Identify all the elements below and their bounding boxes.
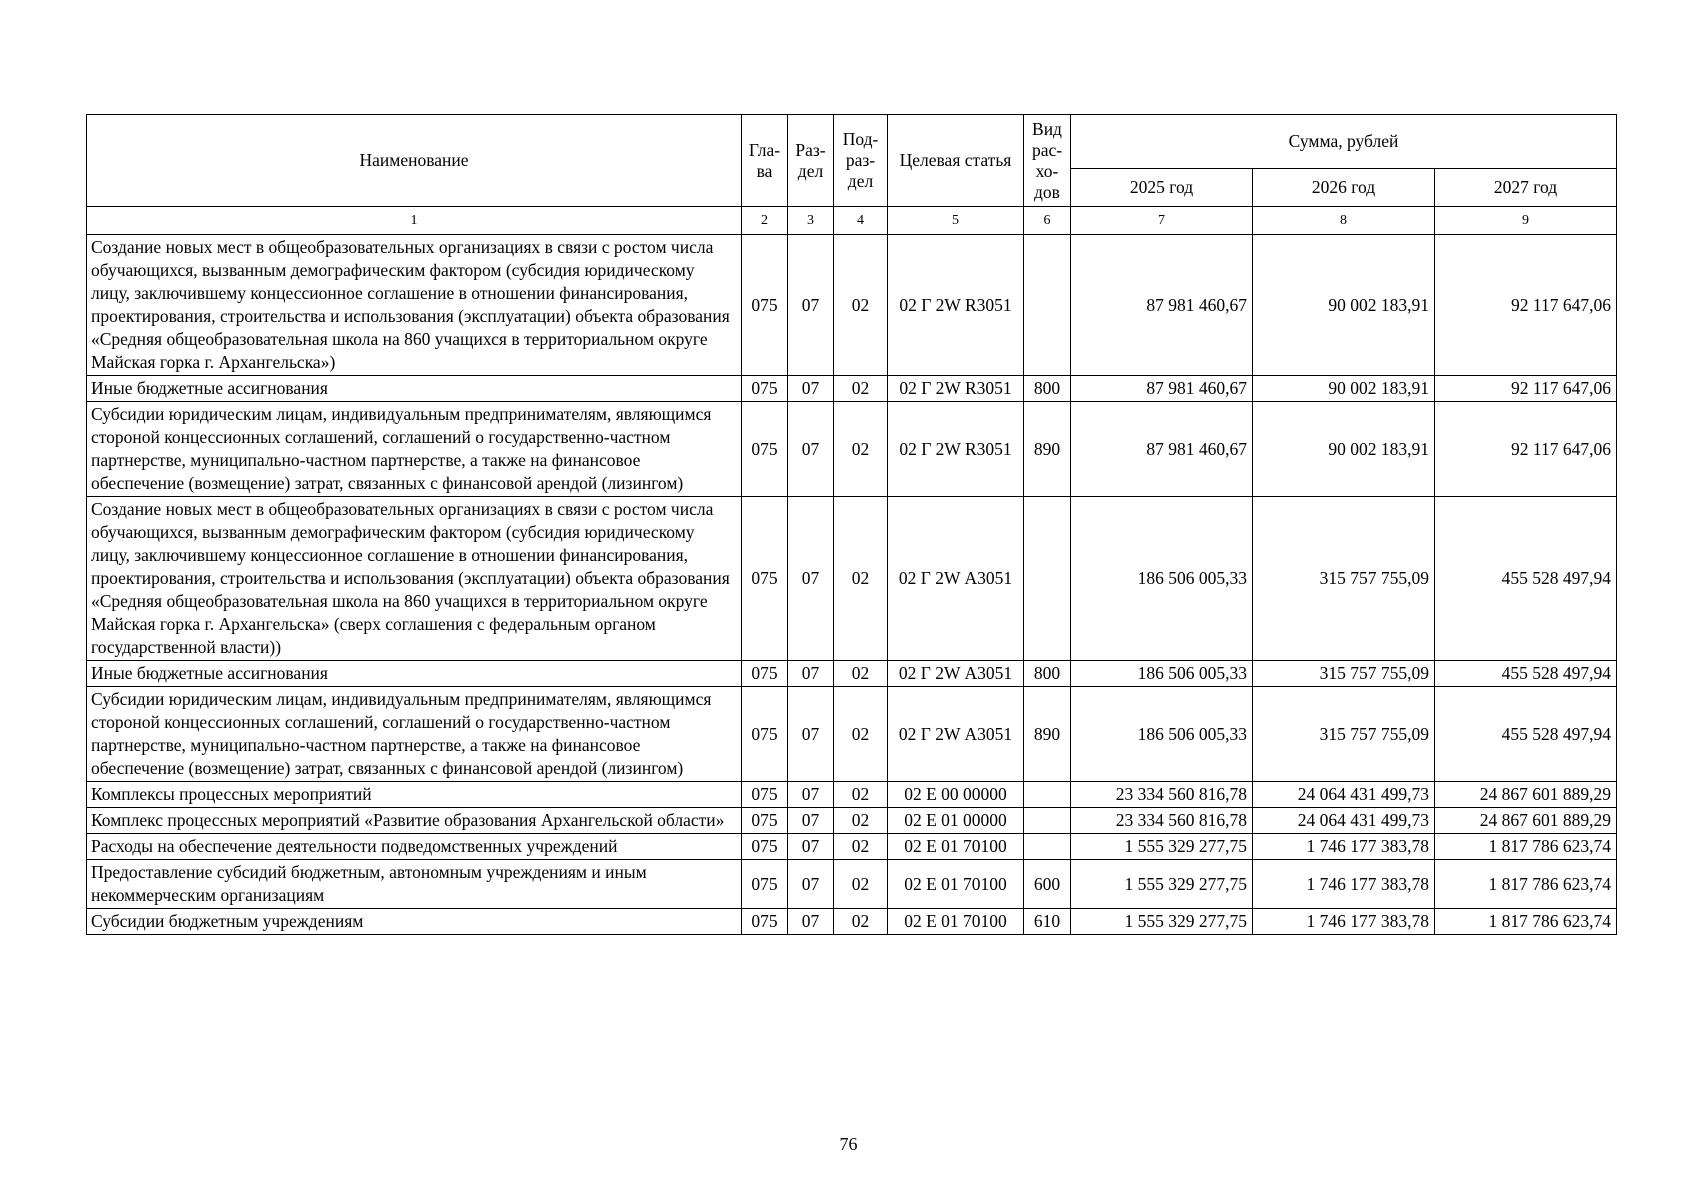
row-sum-2027: 24 867 601 889,29 [1435,782,1617,808]
row-sum-2026: 315 757 755,09 [1253,661,1435,687]
header-subsection: Под-раз-дел [834,115,888,207]
row-sum-2026: 90 002 183,91 [1253,376,1435,402]
header-expense-type: Вид рас-хо-дов [1024,115,1071,207]
row-chapter: 075 [742,860,788,909]
column-number: 9 [1435,207,1617,235]
row-name: Субсидии юридическим лицам, индивидуальным предпринимателям, являющимся стороной концессионных соглашений, соглашений о государственно-частном партнерстве, муниципально-частном партнерстве, а также на финансовое обеспечение (возмещение) затрат, связанных с финансовой арендой (лизингом) [87,402,742,497]
header-chapter: Гла-ва [742,115,788,207]
header-year-2025: 2025 год [1071,169,1253,207]
row-sum-2025: 186 506 005,33 [1071,661,1253,687]
row-sum-2026: 90 002 183,91 [1253,235,1435,376]
row-section: 07 [788,497,834,661]
row-chapter: 075 [742,235,788,376]
column-number: 5 [888,207,1024,235]
row-subsection: 02 [834,687,888,782]
row-subsection: 02 [834,376,888,402]
row-sum-2027: 1 817 786 623,74 [1435,909,1617,935]
row-section: 07 [788,808,834,834]
row-expense-type: 800 [1024,376,1071,402]
column-number: 1 [87,207,742,235]
row-sum-2027: 455 528 497,94 [1435,497,1617,661]
row-chapter: 075 [742,661,788,687]
row-name: Субсидии юридическим лицам, индивидуальным предпринимателям, являющимся стороной концессионных соглашений, соглашений о государственно-частном партнерстве, муниципально-частном партнерстве, а также на финансовое обеспечение (возмещение) затрат, связанных с финансовой арендой (лизингом) [87,687,742,782]
row-chapter: 075 [742,808,788,834]
row-subsection: 02 [834,661,888,687]
column-number-row [87,207,1617,235]
row-sum-2025: 1 555 329 277,75 [1071,909,1253,935]
row-target: 02 Г 2W R3051 [888,402,1024,497]
row-sum-2026: 315 757 755,09 [1253,497,1435,661]
page-number: 76 [839,1134,858,1154]
row-target: 02 Е 01 00000 [888,808,1024,834]
table-row [87,402,1617,497]
row-section: 07 [788,834,834,860]
row-target: 02 Г 2W R3051 [888,376,1024,402]
row-subsection: 02 [834,782,888,808]
row-chapter: 075 [742,834,788,860]
row-name: Создание новых мест в общеобразовательных организациях в связи с ростом числа обучающихся, вызванным демографическим фактором (субсидия юридическому лицу, заключившему концессионное соглашение в отношении финансирования, проектирования, строительства и использования (эксплуатации) объекта образования «Средняя общеобразовательная школа на 860 учащихся в территориальном округе Майская горка г. Архангельска») [87,235,742,376]
row-sum-2025: 23 334 560 816,78 [1071,808,1253,834]
row-sum-2027: 92 117 647,06 [1435,402,1617,497]
row-expense-type [1024,808,1071,834]
row-sum-2026: 1 746 177 383,78 [1253,860,1435,909]
row-target: 02 Е 01 70100 [888,834,1024,860]
row-sum-2027: 455 528 497,94 [1435,661,1617,687]
row-sum-2025: 87 981 460,67 [1071,376,1253,402]
row-chapter: 075 [742,376,788,402]
row-section: 07 [788,402,834,497]
row-subsection: 02 [834,808,888,834]
row-section: 07 [788,376,834,402]
row-section: 07 [788,860,834,909]
row-expense-type: 800 [1024,661,1071,687]
row-target: 02 Г 2W А3051 [888,661,1024,687]
row-subsection: 02 [834,834,888,860]
row-section: 07 [788,687,834,782]
row-name: Субсидии бюджетным учреждениям [87,909,742,935]
column-number: 7 [1071,207,1253,235]
column-number: 4 [834,207,888,235]
row-sum-2027: 92 117 647,06 [1435,235,1617,376]
row-sum-2027: 1 817 786 623,74 [1435,860,1617,909]
row-sum-2026: 24 064 431 499,73 [1253,782,1435,808]
row-target: 02 Е 01 70100 [888,860,1024,909]
row-section: 07 [788,235,834,376]
table-row [87,909,1617,935]
row-section: 07 [788,909,834,935]
row-sum-2025: 1 555 329 277,75 [1071,860,1253,909]
row-name: Иные бюджетные ассигнования [87,376,742,402]
row-sum-2026: 315 757 755,09 [1253,687,1435,782]
header-target: Целевая статья [888,115,1024,207]
column-number: 6 [1024,207,1071,235]
row-subsection: 02 [834,909,888,935]
row-target: 02 Е 01 70100 [888,909,1024,935]
column-number: 3 [788,207,834,235]
row-target: 02 Г 2W R3051 [888,235,1024,376]
header-year-2026: 2026 год [1253,169,1435,207]
table-row [87,687,1617,782]
header-name: Наименование [87,115,742,207]
row-chapter: 075 [742,909,788,935]
row-target: 02 Г 2W А3051 [888,497,1024,661]
row-expense-type [1024,235,1071,376]
row-expense-type: 890 [1024,402,1071,497]
row-sum-2027: 92 117 647,06 [1435,376,1617,402]
row-name: Предоставление субсидий бюджетным, автономным учреждениям и иным некоммерческим организациям [87,860,742,909]
row-name: Расходы на обеспечение деятельности подведомственных учреждений [87,834,742,860]
column-number: 2 [742,207,788,235]
header-section: Раз-дел [788,115,834,207]
budget-table-container [86,114,1616,935]
row-target: 02 Г 2W А3051 [888,687,1024,782]
row-chapter: 075 [742,402,788,497]
row-expense-type: 890 [1024,687,1071,782]
row-chapter: 075 [742,782,788,808]
row-sum-2025: 186 506 005,33 [1071,687,1253,782]
table-row [87,497,1617,661]
row-sum-2026: 1 746 177 383,78 [1253,834,1435,860]
header-year-2027: 2027 год [1435,169,1617,207]
table-row [87,376,1617,402]
row-sum-2025: 1 555 329 277,75 [1071,834,1253,860]
table-row [87,661,1617,687]
row-subsection: 02 [834,235,888,376]
column-number: 8 [1253,207,1435,235]
row-expense-type [1024,497,1071,661]
table-row [87,808,1617,834]
row-expense-type [1024,782,1071,808]
row-subsection: 02 [834,497,888,661]
row-expense-type: 610 [1024,909,1071,935]
row-sum-2025: 186 506 005,33 [1071,497,1253,661]
row-chapter: 075 [742,497,788,661]
row-section: 07 [788,782,834,808]
row-name: Комплекс процессных мероприятий «Развитие образования Архангельской области» [87,808,742,834]
table-row [87,834,1617,860]
table-row [87,860,1617,909]
table-row [87,782,1617,808]
row-sum-2027: 1 817 786 623,74 [1435,834,1617,860]
budget-table [86,114,1617,935]
row-name: Создание новых мест в общеобразовательных организациях в связи с ростом числа обучающихся, вызванным демографическим фактором (субсидия юридическому лицу, заключившему концессионное соглашение в отношении финансирования, проектирования, строительства и использования (эксплуатации) объекта образования «Средняя общеобразовательная школа на 860 учащихся в территориальном округе Майская горка г. Архангельска» (сверх соглашения с федеральным органом государственной власти)) [87,497,742,661]
row-name: Иные бюджетные ассигнования [87,661,742,687]
row-expense-type [1024,834,1071,860]
row-subsection: 02 [834,402,888,497]
row-sum-2025: 87 981 460,67 [1071,235,1253,376]
row-sum-2027: 24 867 601 889,29 [1435,808,1617,834]
row-sum-2027: 455 528 497,94 [1435,687,1617,782]
table-row [87,235,1617,376]
row-subsection: 02 [834,860,888,909]
row-sum-2026: 1 746 177 383,78 [1253,909,1435,935]
row-sum-2026: 24 064 431 499,73 [1253,808,1435,834]
row-target: 02 Е 00 00000 [888,782,1024,808]
row-sum-2025: 23 334 560 816,78 [1071,782,1253,808]
row-sum-2025: 87 981 460,67 [1071,402,1253,497]
row-expense-type: 600 [1024,860,1071,909]
row-chapter: 075 [742,687,788,782]
header-sum: Сумма, рублей [1071,115,1617,169]
row-name: Комплексы процессных мероприятий [87,782,742,808]
row-sum-2026: 90 002 183,91 [1253,402,1435,497]
table-body [87,235,1617,935]
row-section: 07 [788,661,834,687]
